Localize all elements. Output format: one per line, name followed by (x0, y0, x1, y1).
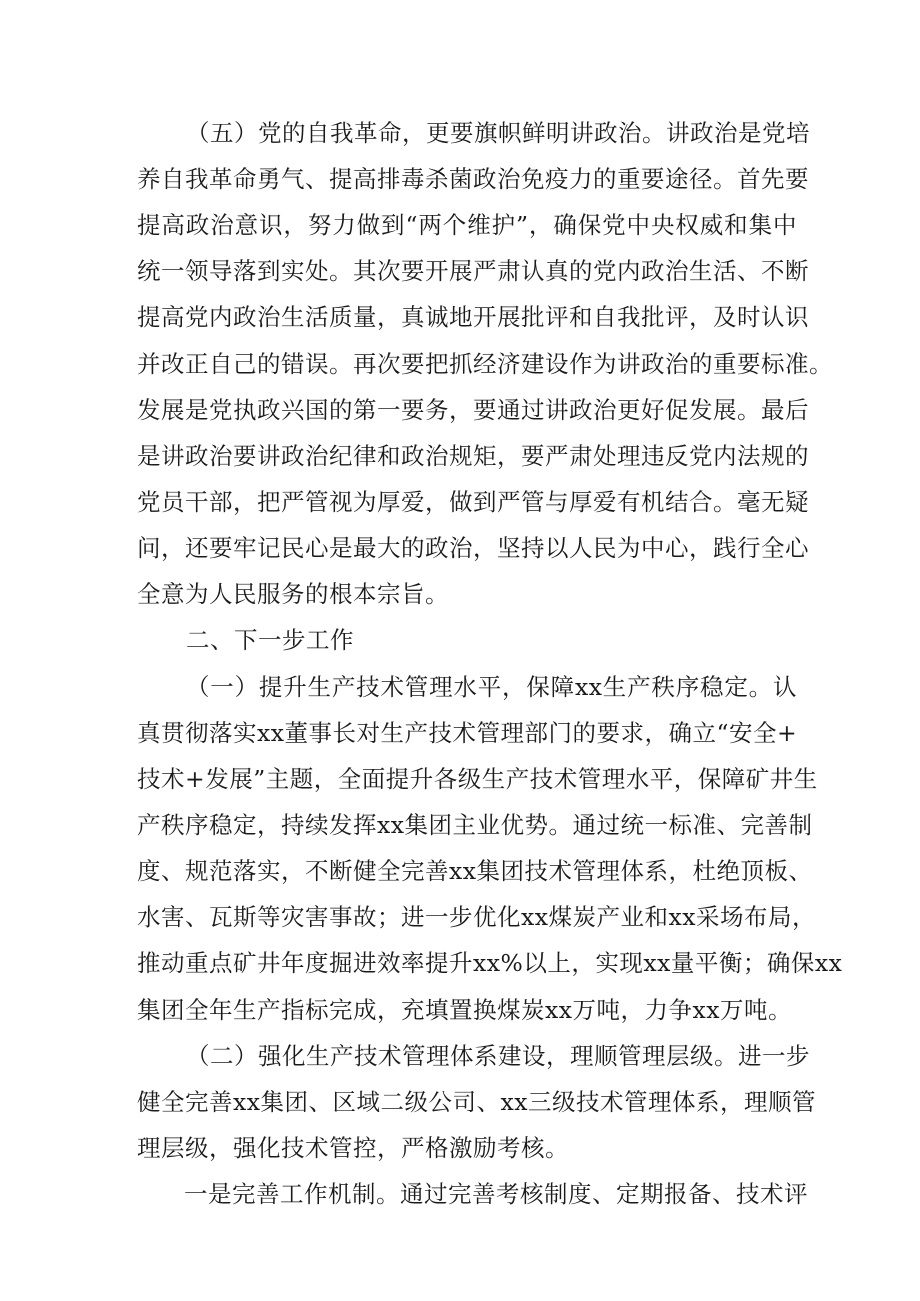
paragraph-line: 真贯彻落实xx董事长对生产技术管理部门的要求，确立“安全+ (137, 719, 798, 747)
paragraph-line: 问，还要牢记民心是最大的政治，坚持以人民为中心，践行全心 (137, 534, 809, 562)
paragraph-line: 统一领导落到实处。其次要开展严肃认真的党内政治生活、不断 (137, 257, 809, 285)
section-heading: 二、下一步工作 (186, 626, 354, 654)
paragraph-line: 并改正自己的错误。再次要把抓经济建设作为讲政治的重要标准。 (137, 350, 833, 378)
paragraph-line: 水害、瓦斯等灾害事故；进一步优化xx煤炭产业和xx采场布局， (137, 903, 817, 931)
paragraph-line: 集团全年生产指标完成，充填置换煤炭xx万吨，力争xx万吨。 (137, 996, 793, 1024)
paragraph-line: 是讲政治要讲政治纪律和政治规矩，要严肃处理违反党内法规的 (137, 442, 809, 470)
paragraph-line: （一）提升生产技术管理水平，保障xx生产秩序稳定。认 (186, 673, 797, 701)
paragraph-line: 技术+发展”主题，全面提升各级生产技术管理水平，保障矿井生 (137, 765, 818, 793)
paragraph-line: 全意为人民服务的根本宗旨。 (137, 580, 449, 608)
paragraph-line: 提高政治意识，努力做到“两个维护”，确保党中央权威和集中 (137, 211, 797, 239)
paragraph-line: 健全完善xx集团、区域二级公司、xx三级技术管理体系，理顺管 (137, 1088, 817, 1116)
paragraph-line: 党员干部，把严管视为厚爱，做到严管与厚爱有机结合。毫无疑 (137, 488, 809, 516)
paragraph-line: 产秩序稳定，持续发挥xx集团主业优势。通过统一标准、完善制 (137, 811, 813, 839)
paragraph-line: （五）党的自我革命，更要旗帜鲜明讲政治。讲政治是党培 (186, 119, 810, 147)
paragraph-line: 度、规范落实，不断健全完善xx集团技术管理体系，杜绝顶板、 (137, 857, 813, 885)
paragraph-line: 推动重点矿井年度掘进效率提升xx%以上，实现xx量平衡；确保xx (137, 949, 843, 977)
paragraph-line: 提高党内政治生活质量，真诚地开展批评和自我批评，及时认识 (137, 303, 809, 331)
paragraph-line: 养自我革命勇气、提高排毒杀菌政治免疫力的重要途径。首先要 (137, 165, 809, 193)
paragraph-line: （二）强化生产技术管理体系建设，理顺管理层级。进一步 (186, 1042, 810, 1070)
paragraph-line: 理层级，强化技术管控，严格激励考核。 (137, 1134, 569, 1162)
paragraph-line: 一是完善工作机制。通过完善考核制度、定期报备、技术评 (184, 1180, 808, 1208)
paragraph-line: 发展是党执政兴国的第一要务，要通过讲政治更好促发展。最后 (137, 396, 809, 424)
